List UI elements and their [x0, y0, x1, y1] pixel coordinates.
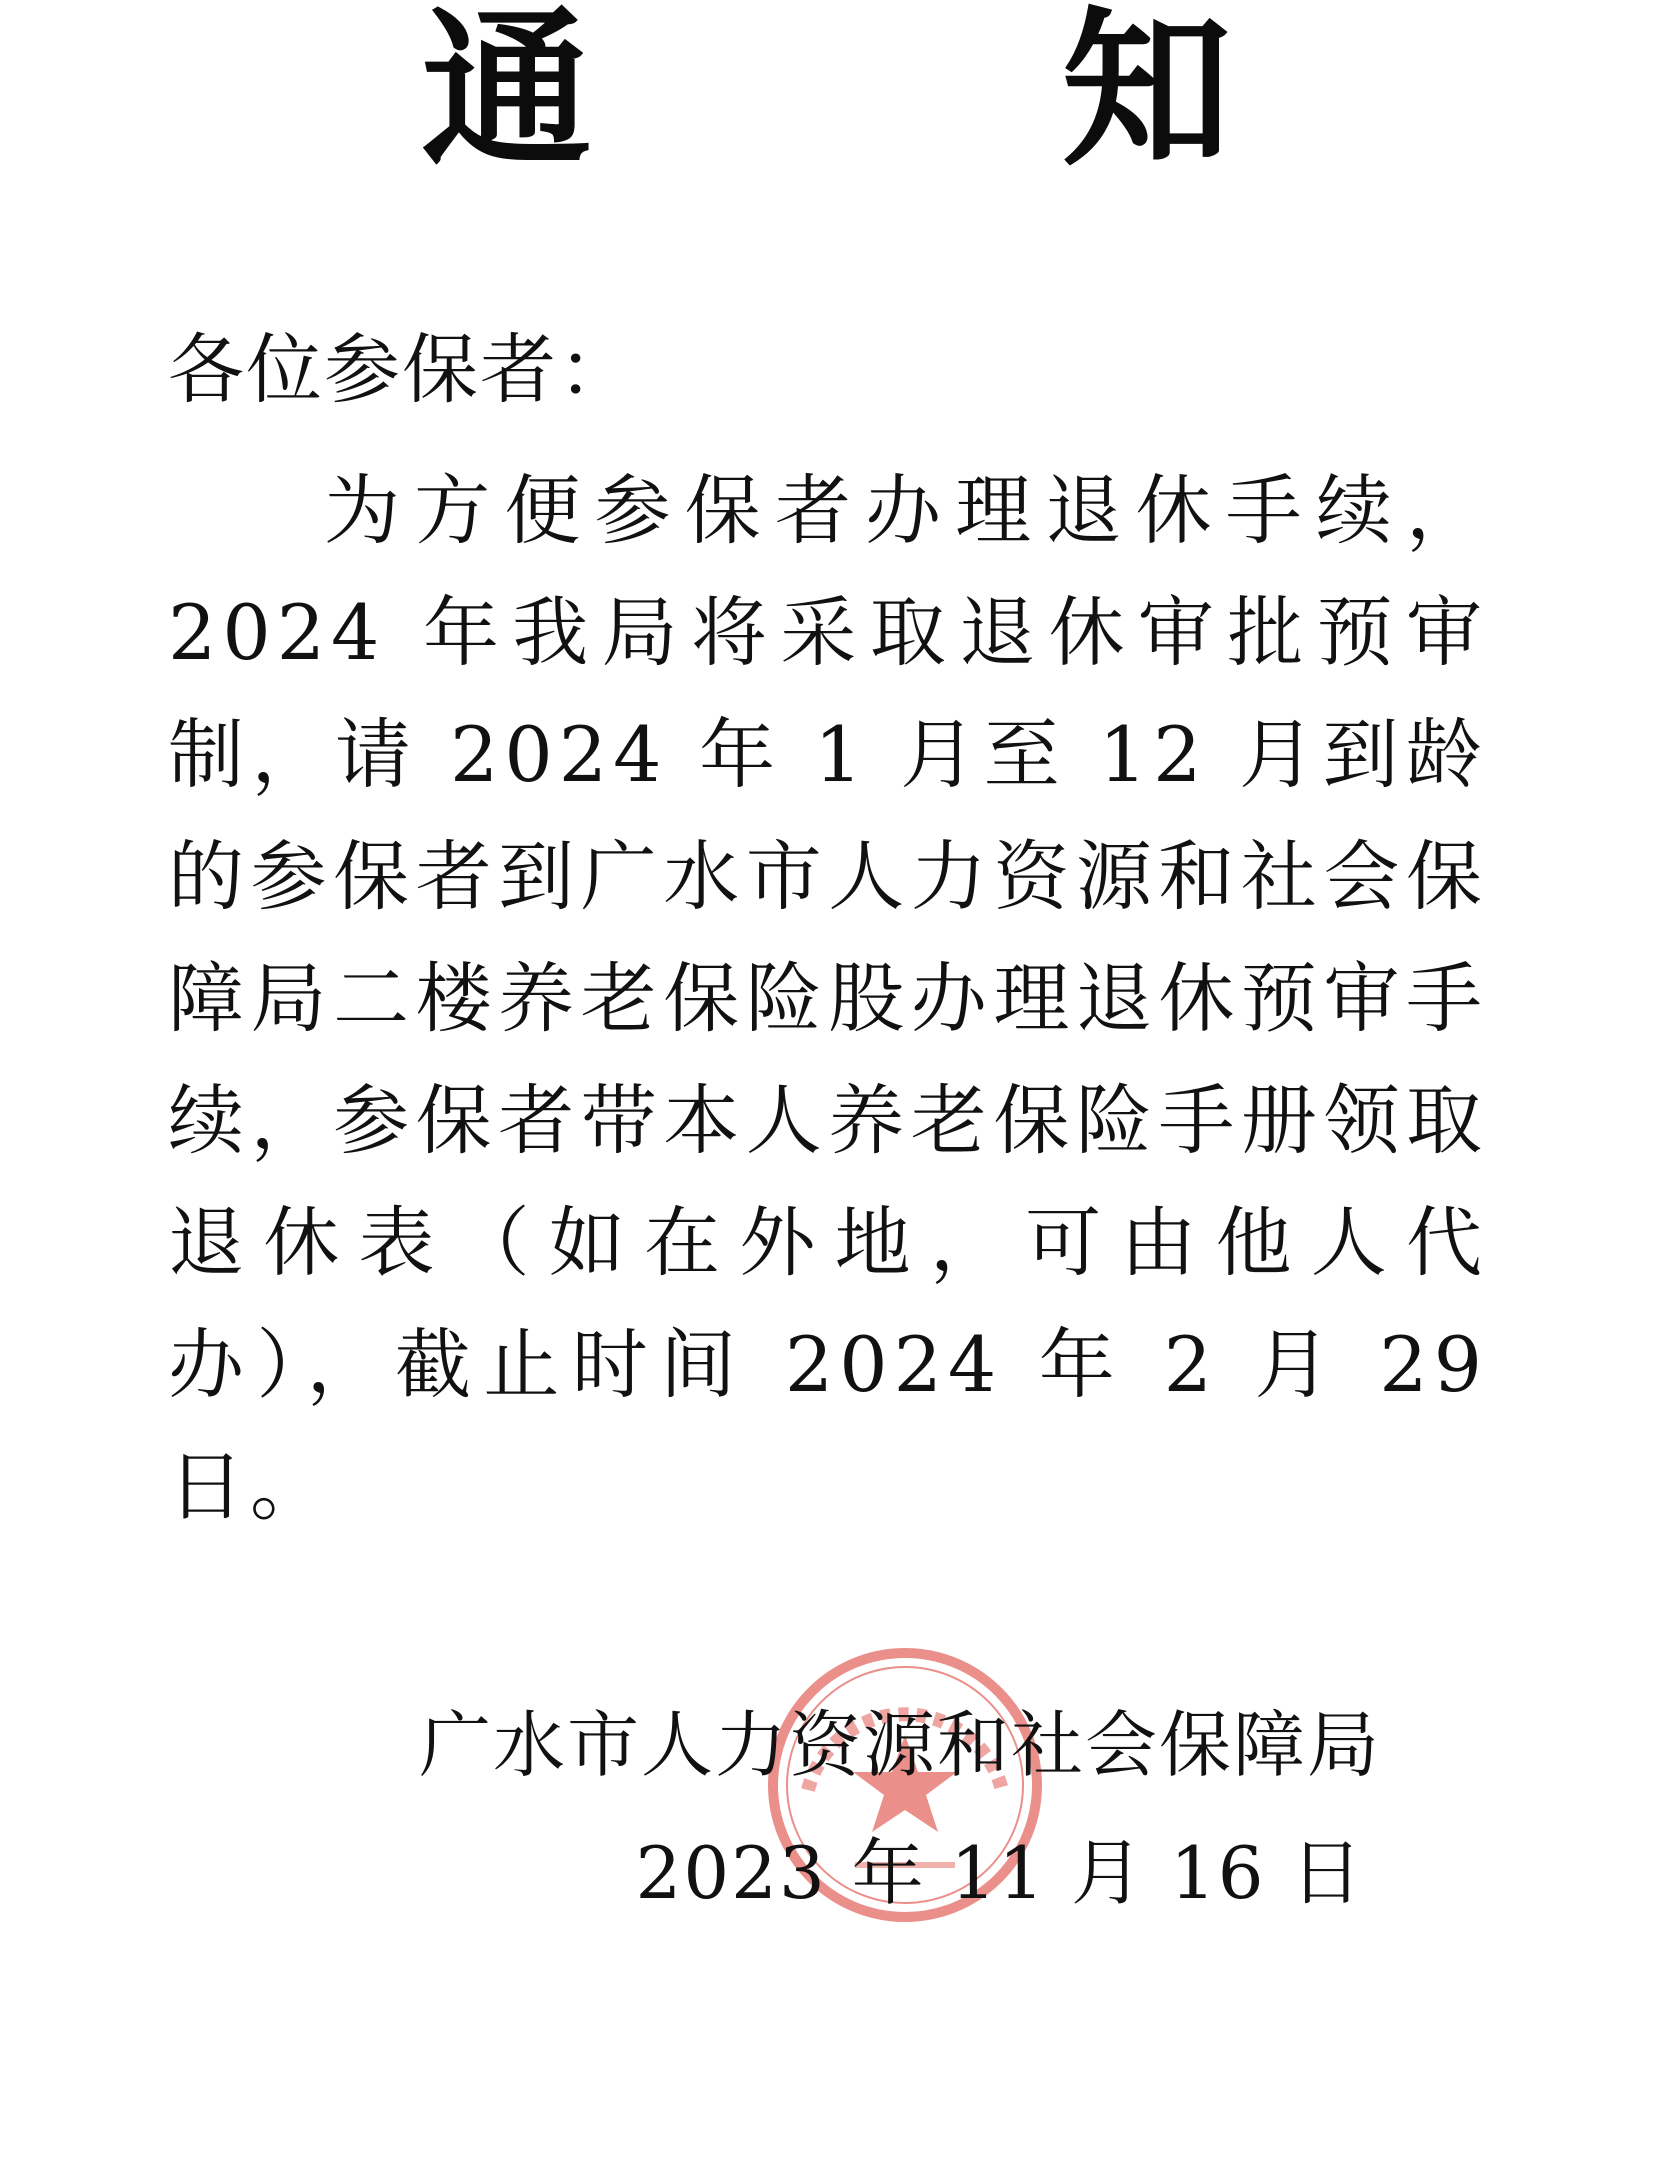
- notice-body: 为方便参保者办理退休手续，2024 年我局将采取退休审批预审制，请 2024 年 1 月至 12 月到龄的参保者到广水市人力资源和社会保障局二楼养老保险股办理退休预审手续，参保者带本人养老保险手册领取退休表（如在外地，可由他人代办），截止时间 2024 年 2 月 29 日。: [168, 466, 1488, 1531]
- issuing-organization: 广水市人力资源和社会保障局: [418, 1703, 1381, 1787]
- salutation: 各位参保者：: [168, 325, 636, 414]
- signature-block: [380, 1690, 1420, 1928]
- issue-date: 2023 年 11 月 16 日: [635, 1831, 1365, 1915]
- document-title: 通 知: [421, 0, 1382, 190]
